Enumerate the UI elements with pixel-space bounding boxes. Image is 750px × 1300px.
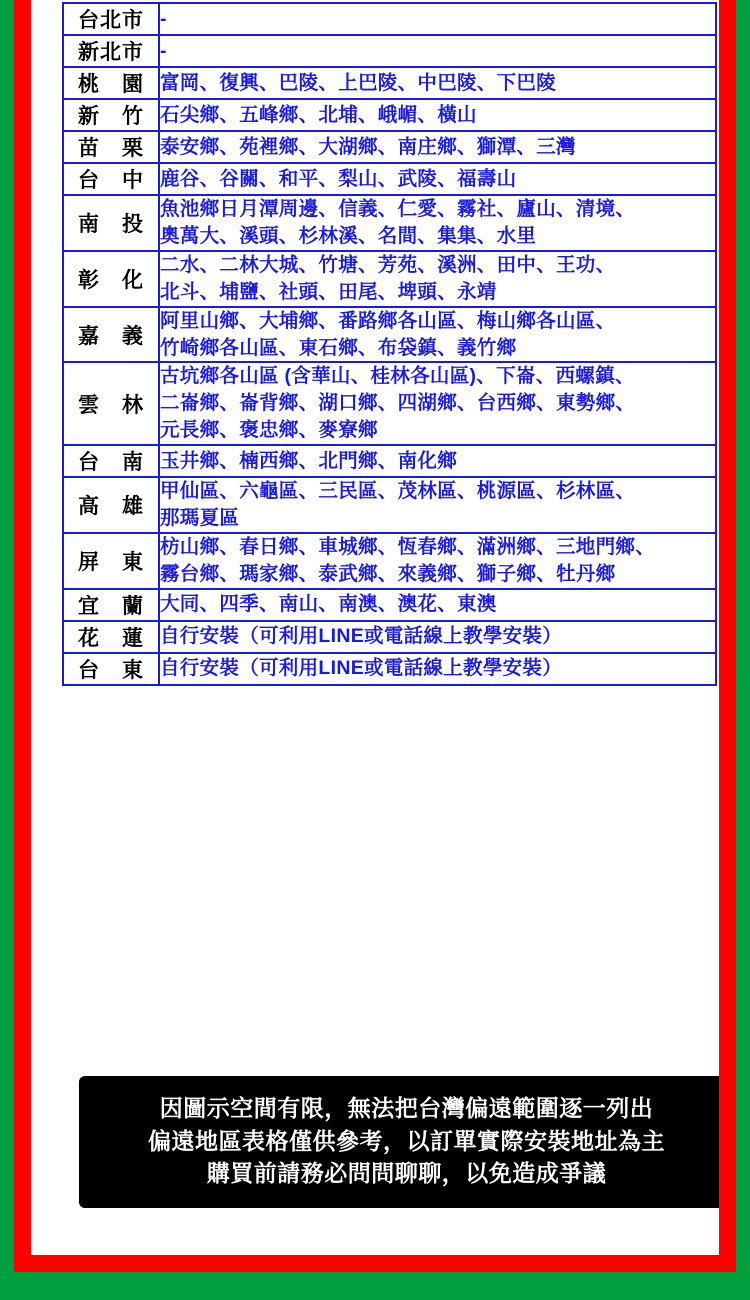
area-line: 元長鄉、褒忠鄉、麥寮鄉 xyxy=(160,419,378,442)
area-line: 魚池鄉日月潭周邊、信義、仁愛、霧社、廬山、清境、 xyxy=(160,198,636,220)
notice-box xyxy=(79,1076,719,1208)
region-name-cell: 嘉 義 xyxy=(63,307,159,363)
region-areas-cell xyxy=(159,445,716,477)
table-row xyxy=(63,589,716,621)
area-line: - xyxy=(160,39,167,62)
region-areas-cell xyxy=(159,621,716,653)
region-areas-cell xyxy=(159,533,716,589)
region-name-cell: 苗 栗 xyxy=(63,131,159,163)
region-name-cell: 雲 林 xyxy=(63,362,159,445)
notice-line: 因圖示空間有限，無法把台灣偏遠範圍逐一列出 xyxy=(159,1095,654,1121)
area-line: 鹿谷、谷關、和平、梨山、武陵、福壽山 xyxy=(160,167,517,190)
region-areas-cell xyxy=(159,653,716,685)
region-name-cell: 台 中 xyxy=(63,163,159,195)
region-areas-cell xyxy=(159,163,716,195)
area-line: 甲仙區、六龜區、三民區、茂林區、桃源區、杉林區、 xyxy=(160,480,636,503)
region-name-cell: 台北市 xyxy=(63,3,159,35)
area-line: 二崙鄉、崙背鄉、湖口鄉、四湖鄉、台西鄉、東勢鄉、 xyxy=(160,392,636,415)
area-line: 竹崎鄉各山區、東石鄉、布袋鎮、義竹鄉 xyxy=(160,336,517,359)
region-name-cell: 南 投 xyxy=(63,195,159,251)
table-row xyxy=(63,653,716,685)
region-name-cell: 新 竹 xyxy=(63,99,159,131)
region-name-cell: 宜 蘭 xyxy=(63,589,159,621)
region-areas-cell xyxy=(159,589,716,621)
content-panel xyxy=(31,0,719,1255)
area-line: 大同、四季、南山、南澳、澳花、東澳 xyxy=(160,593,497,616)
remote-area-table xyxy=(62,2,717,686)
region-areas-cell xyxy=(159,35,716,67)
area-line: 霧台鄉、瑪家鄉、泰武鄉、來義鄉、獅子鄉、牡丹鄉 xyxy=(160,562,616,585)
region-name-cell: 屏 東 xyxy=(63,533,159,589)
region-name-cell: 桃 園 xyxy=(63,67,159,99)
region-areas-cell xyxy=(159,251,716,307)
area-line: 自行安裝（可利用LINE或電話線上教學安裝） xyxy=(160,657,563,680)
region-name-cell: 彰 化 xyxy=(63,251,159,307)
table-row xyxy=(63,533,716,589)
area-line: 那瑪夏區 xyxy=(160,507,240,530)
area-line: 阿里山鄉、大埔鄉、番路鄉各山區、梅山鄉各山區、 xyxy=(160,309,616,332)
region-areas-cell xyxy=(159,99,716,131)
notice-line: 購買前請務必問問聊聊，以免造成爭議 xyxy=(206,1160,607,1187)
region-areas-cell xyxy=(159,362,716,445)
area-line: 泰安鄉、苑裡鄉、大湖鄉、南庄鄉、獅潭、三灣 xyxy=(160,135,576,158)
table-row xyxy=(63,131,716,163)
area-line: 石尖鄉、五峰鄉、北埔、峨嵋、橫山 xyxy=(160,103,477,126)
table-row xyxy=(63,307,716,363)
area-line: 枋山鄉、春日鄉、車城鄉、恆春鄉、滿洲鄉、三地門鄉、 xyxy=(160,535,656,558)
table-row xyxy=(63,362,716,445)
table-row xyxy=(63,35,716,67)
table-row xyxy=(63,445,716,477)
region-name-cell: 新北市 xyxy=(63,35,159,67)
table-row xyxy=(63,99,716,131)
table-row xyxy=(63,163,716,195)
region-name-cell: 台 南 xyxy=(63,445,159,477)
region-areas-cell xyxy=(159,477,716,533)
region-areas-cell xyxy=(159,3,716,35)
table-row xyxy=(63,3,716,35)
region-areas-cell xyxy=(159,195,716,251)
region-areas-cell xyxy=(159,131,716,163)
table-row xyxy=(63,67,716,99)
area-line: 自行安裝（可利用LINE或電話線上教學安裝） xyxy=(160,625,563,648)
area-line: 玉井鄉、楠西鄉、北門鄉、南化鄉 xyxy=(160,449,458,472)
region-areas-cell xyxy=(159,307,716,363)
area-line: 古坑鄉各山區 (含華山、桂林各山區)、下崙、西螺鎮、 xyxy=(160,365,635,388)
table-row xyxy=(63,195,716,251)
table-row xyxy=(63,251,716,307)
region-name-cell: 台 東 xyxy=(63,653,159,685)
red-frame xyxy=(14,0,736,1272)
area-line: 二水、二林大城、竹塘、芳苑、溪洲、田中、王功、 xyxy=(160,253,616,276)
region-name-cell: 花 蓮 xyxy=(63,621,159,653)
area-line: 北斗、埔鹽、社頭、田尾、埤頭、永靖 xyxy=(160,280,497,303)
area-line: 富岡、復興、巴陵、上巴陵、中巴陵、下巴陵 xyxy=(160,71,557,94)
region-areas-cell xyxy=(159,67,716,99)
notice-line: 偏遠地區表格僅供參考，以訂單實際安裝地址為主 xyxy=(148,1127,665,1154)
region-name-cell: 高 雄 xyxy=(63,477,159,533)
area-line: - xyxy=(160,7,167,30)
area-line: 奧萬大、溪頭、杉林溪、名間、集集、水里 xyxy=(160,224,537,247)
table-row xyxy=(63,477,716,533)
table-body xyxy=(63,3,716,685)
table-row xyxy=(63,621,716,653)
